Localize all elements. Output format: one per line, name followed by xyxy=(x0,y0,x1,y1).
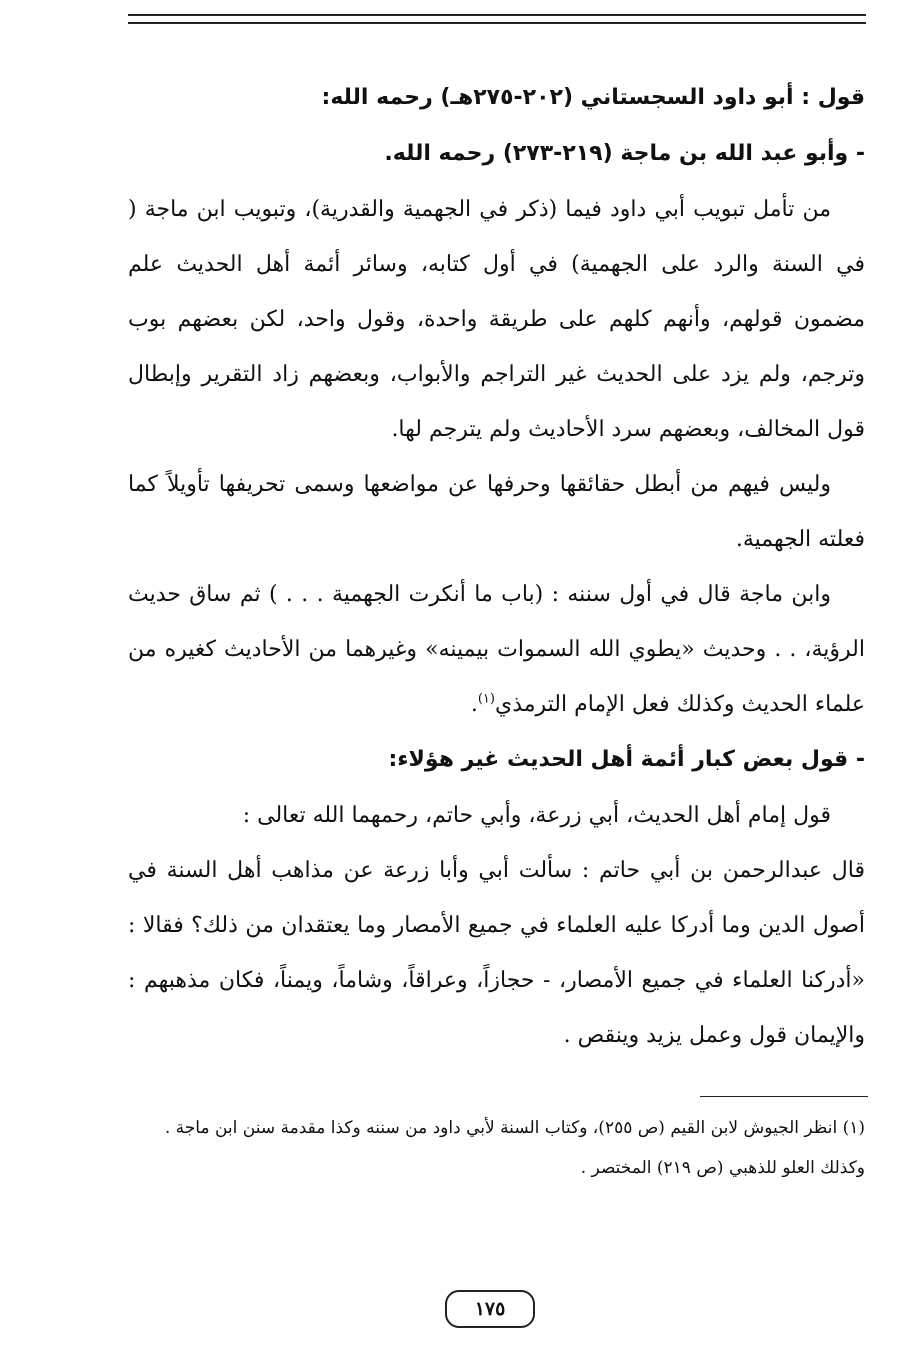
paragraph-3-end: . xyxy=(470,692,478,717)
paragraph-1: من تأمل تبويب أبي داود فيما (ذكر في الجهمية والقدرية)، وتبويب ابن ماجة ( في السنة والرد على الجهمية) في أول كتابه، وسائر أئمة أهل الحديث علم مضمون قولهم، وأنهم كلهم على طريقة واحدة، وقول واحد، لكن بعضهم بوب وترجم، ولم يزد على الحديث غير التراجم والأبواب، وبعضهم زاد التقرير وإبطال قول المخالف، وبعضهم سرد الأحاديث ولم يترجم لها. xyxy=(128,197,865,442)
paragraph-4: قول إمام أهل الحديث، أبي زرعة، وأبي حاتم، رحمهما الله تعالى : xyxy=(242,803,831,828)
footnote-1: (١) انظر الجيوش لابن القيم (ص ٢٥٥)، وكتاب السنة لأبي داود من سننه وكذا مقدمة سنن ابن ماجة . xyxy=(164,1118,865,1138)
footnotes xyxy=(128,1108,865,1188)
paragraph-3 xyxy=(128,567,865,732)
footnote-2: وكذلك العلو للذهبي (ص ٢١٩) المختصر . xyxy=(580,1158,865,1178)
page-number: ١٧٥ xyxy=(445,1290,535,1328)
footnote-separator xyxy=(700,1096,868,1097)
paragraph-3-text: وابن ماجة قال في أول سننه : (باب ما أنكرت الجهمية . . . ) ثم ساق حديث الرؤية، . . وحديث «يطوي الله السموات بيمينه» وغيرهما من الأحاديث كغيره من علماء الحديث وكذلك فعل الإمام الترمذي xyxy=(128,582,865,717)
paragraph-2: وليس فيهم من أبطل حقائقها وحرفها عن مواضعها وسمى تحريفها تأويلاً كما فعلته الجهمية. xyxy=(128,472,865,552)
page-body xyxy=(128,70,865,1063)
heading-abu-dawud: قول : أبو داود السجستاني (٢٠٢-٢٧٥هـ) رحمه الله: xyxy=(321,85,865,110)
heading-other-imams: - قول بعض كبار أئمة أهل الحديث غير هؤلاء: xyxy=(388,747,865,772)
heading-ibn-majah: - وأبو عبد الله بن ماجة (٢١٩-٢٧٣) رحمه الله. xyxy=(384,141,865,166)
paragraph-5: قال عبدالرحمن بن أبي حاتم : سألت أبي وأبا زرعة عن مذاهب أهل السنة في أصول الدين وما أدركا عليه العلماء في جميع الأمصار وما يعتقدان من ذلك؟ فقالا : «أدركنا العلماء في جميع الأمصار، - حجازاً، وعراقاً، وشاماً، ويمناً، فكان مذهبهم : والإيمان قول وعمل يزيد وينقص . xyxy=(128,858,865,1048)
header-rule-bottom xyxy=(128,22,866,24)
header-rule-top xyxy=(128,14,866,16)
footnote-ref-1: (١) xyxy=(477,691,495,707)
